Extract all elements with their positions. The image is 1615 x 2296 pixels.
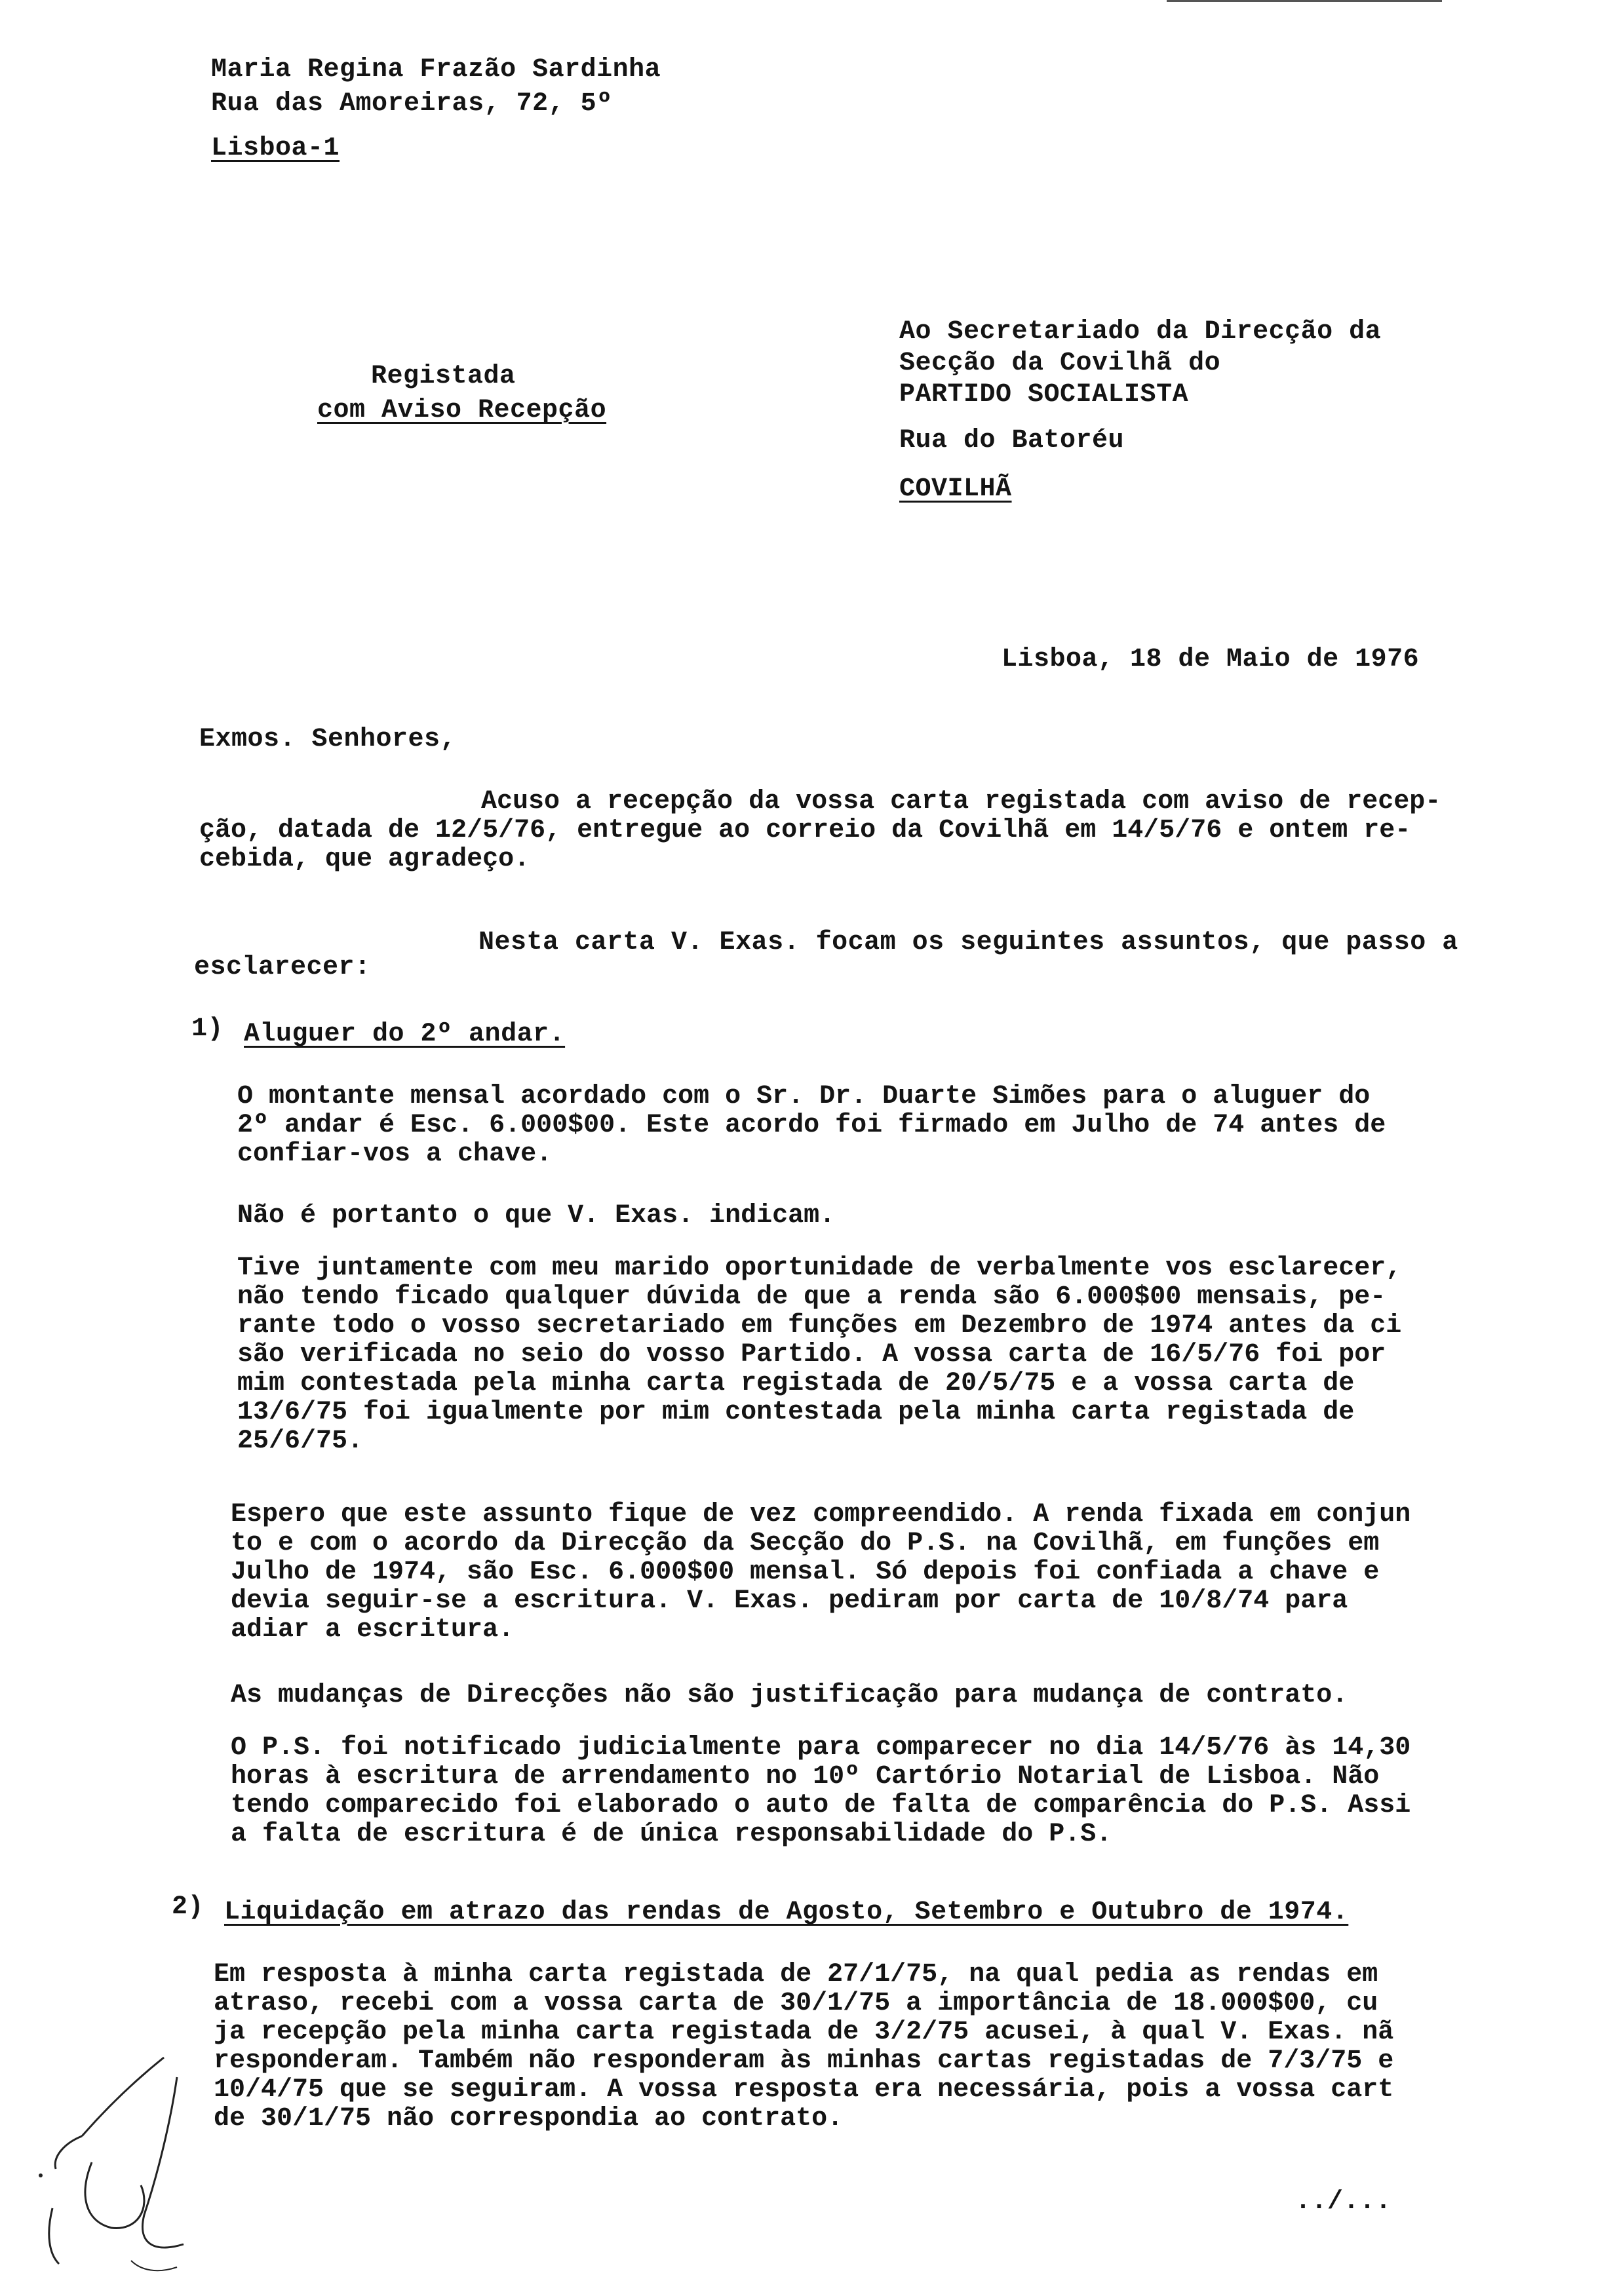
- text-line: O montante mensal acordado com o Sr. Dr. Duarte Simões para o aluguer do: [237, 1082, 1371, 1111]
- section-1-title: Aluguer do 2º andar.: [244, 1020, 566, 1049]
- recipient-line-3: PARTIDO SOCIALISTA: [899, 380, 1189, 410]
- section-1-paragraph-3: [237, 1254, 1401, 1456]
- text-line: cebida, que agradeço.: [199, 845, 530, 874]
- text-line: de 30/1/75 não correspondia ao contrato.: [214, 2104, 844, 2133]
- text-line: Tive juntamente com meu marido oportunidade de verbalmente vos esclarecer,: [237, 1253, 1402, 1283]
- text-line: 25/6/75.: [237, 1426, 364, 1456]
- section-1-paragraph-6: [231, 1734, 1411, 1849]
- intro-paragraph-1: [199, 788, 1441, 874]
- intro-paragraph-2-line-1: Nesta carta V. Exas. focam os seguintes assuntos, que passo a: [478, 928, 1458, 957]
- text-line: adiar a escritura.: [231, 1615, 515, 1645]
- text-line: Espero que este assunto fique de vez compreendido. A renda fixada em conjun: [231, 1500, 1411, 1529]
- handwritten-margin-mark: [26, 2044, 223, 2293]
- text-line: ja recepção pela minha carta registada de 3/2/75 acusei, à qual V. Exas. nã: [214, 2018, 1394, 2047]
- text-line: responderam. Também não responderam às minhas cartas registadas de 7/3/75 e: [214, 2046, 1394, 2076]
- section-2-title: Liquidação em atrazo das rendas de Agosto, Setembro e Outubro de 1974.: [224, 1898, 1349, 1927]
- text-line: não tendo ficado qualquer dúvida de que a renda são 6.000$00 mensais, pe-: [237, 1282, 1386, 1312]
- date-line: Lisboa, 18 de Maio de 1976: [1002, 645, 1420, 674]
- intro-paragraph-2-line-2: esclarecer:: [194, 953, 371, 982]
- text-line: horas à escritura de arrendamento no 10º Cartório Notarial de Lisboa. Não: [231, 1762, 1380, 1791]
- recipient-line-1: Ao Secretariado da Direcção da: [899, 317, 1382, 347]
- continuation-mark: ../...: [1295, 2187, 1392, 2217]
- text-line: devia seguir-se a escritura. V. Exas. pediram por carta de 10/8/74 para: [231, 1586, 1348, 1616]
- sender-city: Lisboa-1: [211, 134, 340, 163]
- text-line: Acuso a recepção da vossa carta registada com aviso de recep-: [481, 787, 1441, 816]
- text-line: são verificada no seio do vosso Partido. A vossa carta de 16/5/76 foi por: [237, 1340, 1386, 1369]
- recipient-line-2: Secção da Covilhã do: [899, 349, 1221, 378]
- text-line: rante todo o vosso secretariado em funções em Dezembro de 1974 antes da ci: [237, 1311, 1402, 1341]
- section-1-paragraph-1: [237, 1082, 1386, 1169]
- text-line: 13/6/75 foi igualmente por mim contestada pela minha carta registada de: [237, 1398, 1355, 1427]
- text-line: Em resposta à minha carta registada de 27/1/75, na qual pedia as rendas em: [214, 1960, 1378, 1989]
- text-line: As mudanças de Direcções não são justificação para mudança de contrato.: [231, 1681, 1348, 1710]
- text-line: Julho de 1974, são Esc. 6.000$00 mensal. Só depois foi confiada a chave e: [231, 1558, 1380, 1587]
- text-line: O P.S. foi notificado judicialmente para comparecer no dia 14/5/76 às 14,30: [231, 1733, 1411, 1763]
- text-line: a falta de escritura é de única responsabilidade do P.S.: [231, 1820, 1112, 1849]
- text-line: Não é portanto o que V. Exas. indicam.: [237, 1201, 836, 1231]
- text-line: mim contestada pela minha carta registada de 20/5/75 e a vossa carta de: [237, 1369, 1355, 1398]
- text-line: to e com o acordo da Direcção da Secção do P.S. na Covilhã, em funções em: [231, 1529, 1380, 1558]
- return-receipt-label: com Aviso Recepção: [317, 396, 607, 425]
- text-line: atraso, recebi com a vossa carta de 30/1/75 a importância de 18.000$00, cu: [214, 1989, 1378, 2018]
- section-1-number: 1): [191, 1014, 224, 1044]
- registered-label: Registada: [371, 362, 516, 391]
- section-1-paragraph-5: [231, 1681, 1348, 1710]
- scan-edge-line: [1167, 0, 1442, 2]
- recipient-street: Rua do Batoréu: [899, 426, 1125, 455]
- text-line: 10/4/75 que se seguiram. A vossa resposta era necessária, pois a vossa cart: [214, 2075, 1394, 2105]
- text-line: tendo comparecido foi elaborado o auto de falta de comparência do P.S. Assi: [231, 1791, 1411, 1820]
- recipient-city: COVILHÃ: [899, 474, 1012, 504]
- sender-name: Maria Regina Frazão Sardinha: [211, 55, 661, 85]
- sender-street: Rua das Amoreiras, 72, 5º: [211, 89, 613, 119]
- section-1-paragraph-2: [237, 1202, 835, 1231]
- text-line: confiar-vos a chave.: [237, 1139, 553, 1169]
- salutation: Exmos. Senhores,: [199, 725, 457, 754]
- section-2-paragraph: [214, 1961, 1393, 2133]
- text-line: 2º andar é Esc. 6.000$00. Este acordo foi firmado em Julho de 74 antes de: [237, 1111, 1386, 1140]
- section-2-number: 2): [172, 1892, 204, 1922]
- section-1-paragraph-4: [231, 1501, 1411, 1645]
- text-line: ção, datada de 12/5/76, entregue ao correio da Covilhã em 14/5/76 e ontem re-: [199, 816, 1411, 845]
